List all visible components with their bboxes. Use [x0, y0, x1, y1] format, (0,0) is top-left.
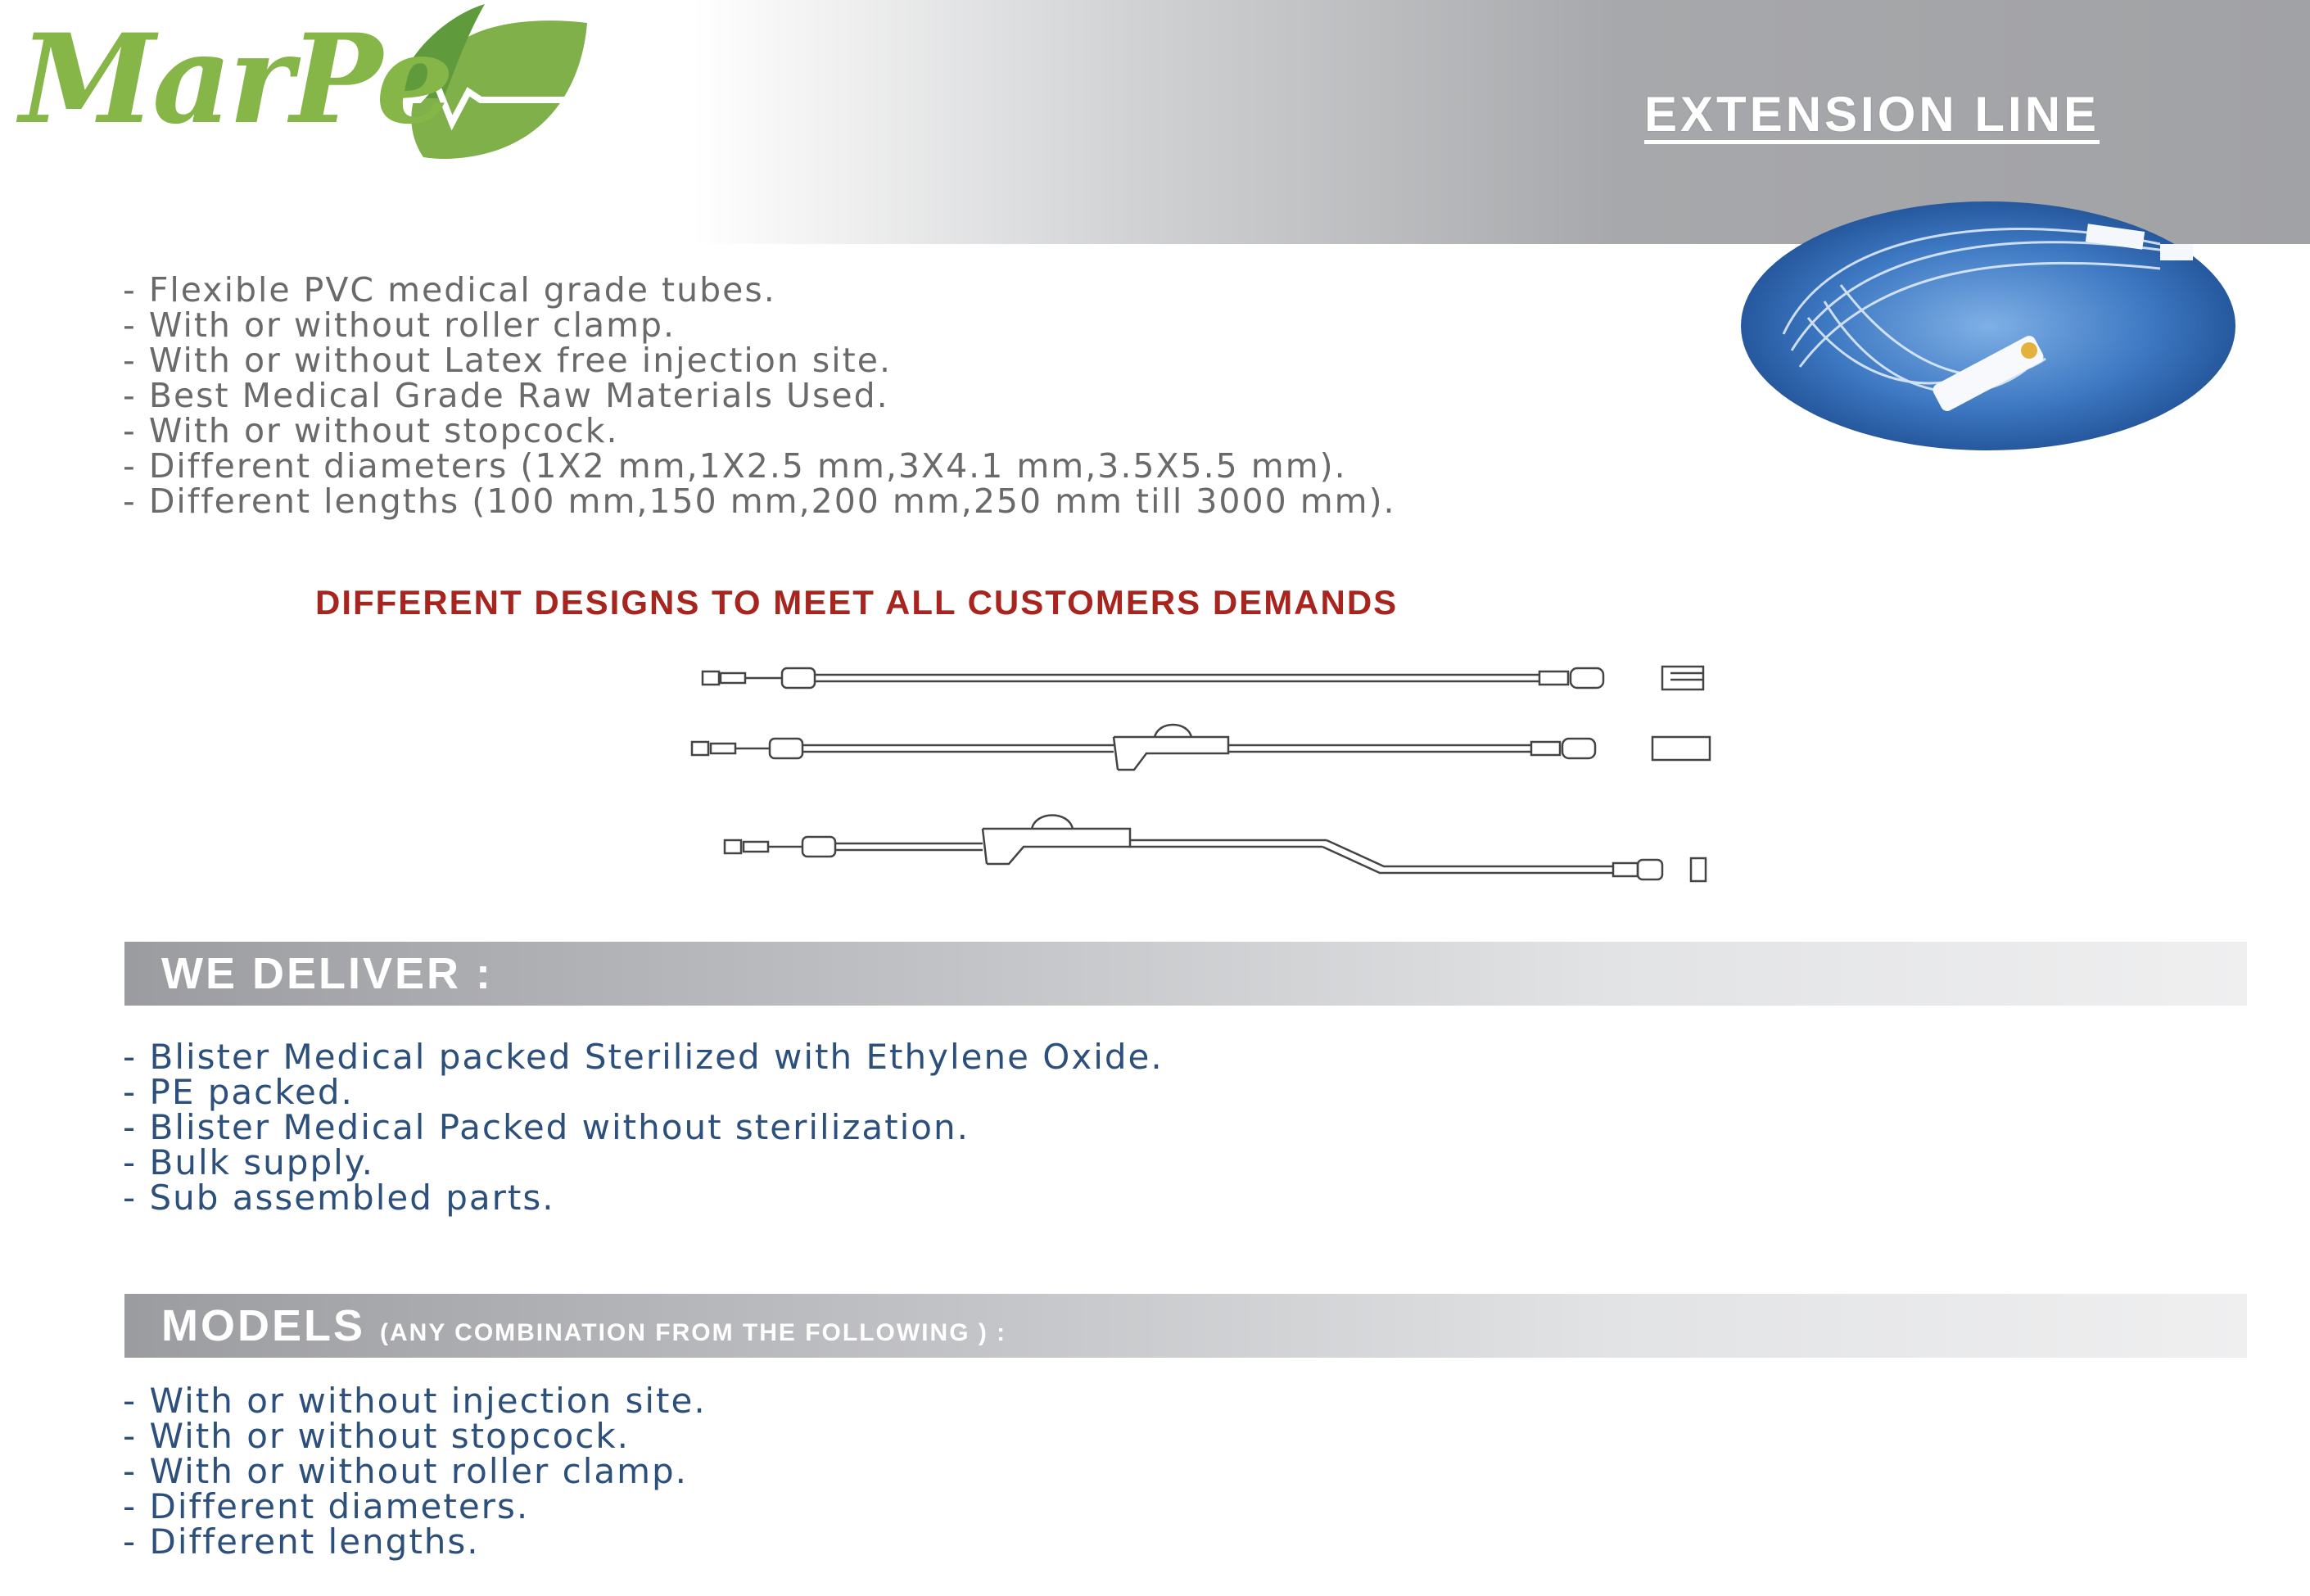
list-item: - With or without injection site. — [123, 1381, 707, 1421]
list-item: - Flexible PVC medical grade tubes. — [123, 270, 776, 310]
extension-line-designs — [688, 655, 1736, 893]
product-photo — [1734, 195, 2242, 457]
design-drawing-1 — [703, 667, 1703, 689]
list-item: - With or without Latex free injection site. — [123, 341, 892, 380]
list-item: - With or without stopcock. — [123, 1416, 631, 1456]
models-note: (ANY COMBINATION FROM THE FOLLOWING ) : — [380, 1319, 1007, 1346]
list-item: - With or without roller clamp. — [123, 1451, 689, 1491]
slogan: DIFFERENT DESIGNS TO MEET ALL CUSTOMERS DEMANDS — [315, 583, 1399, 622]
logo-wordmark: MarPe — [20, 7, 451, 151]
list-item: - Different diameters. — [123, 1486, 530, 1526]
list-item: - Different lengths (100 mm,150 mm,200 mm,250 mm till 3000 mm). — [123, 482, 1396, 521]
models-list — [123, 1381, 707, 1562]
list-item: - Different lengths. — [123, 1521, 480, 1562]
models-header — [124, 1294, 2247, 1358]
section-title: WE DELIVER : — [161, 949, 494, 998]
list-item: - Blister Medical Packed without sterilization. — [123, 1107, 970, 1147]
list-item: - With or without stopcock. — [123, 411, 619, 450]
list-item: - Bulk supply. — [123, 1142, 374, 1182]
list-item: - Blister Medical packed Sterilized with Ethylene Oxide. — [123, 1037, 1164, 1077]
feature-list — [123, 270, 1396, 521]
design-drawing-3 — [725, 816, 1706, 882]
list-item: - Sub assembled parts. — [123, 1178, 555, 1218]
list-item: - With or without roller clamp. — [123, 305, 676, 345]
list-item: - Best Medical Grade Raw Materials Used. — [123, 376, 889, 415]
marpe-logo — [10, 0, 599, 168]
design-drawing-2 — [692, 725, 1710, 770]
we-deliver-header — [124, 942, 2247, 1006]
list-item: - PE packed. — [123, 1072, 354, 1112]
section-title — [161, 1300, 1006, 1351]
deliver-list — [123, 1037, 1164, 1218]
page-title: EXTENSION LINE — [1644, 88, 2100, 144]
models-title: MODELS — [161, 1301, 366, 1350]
list-item: - Different diameters (1X2 mm,1X2.5 mm,3X4.1 mm,3.5X5.5 mm). — [123, 446, 1347, 486]
